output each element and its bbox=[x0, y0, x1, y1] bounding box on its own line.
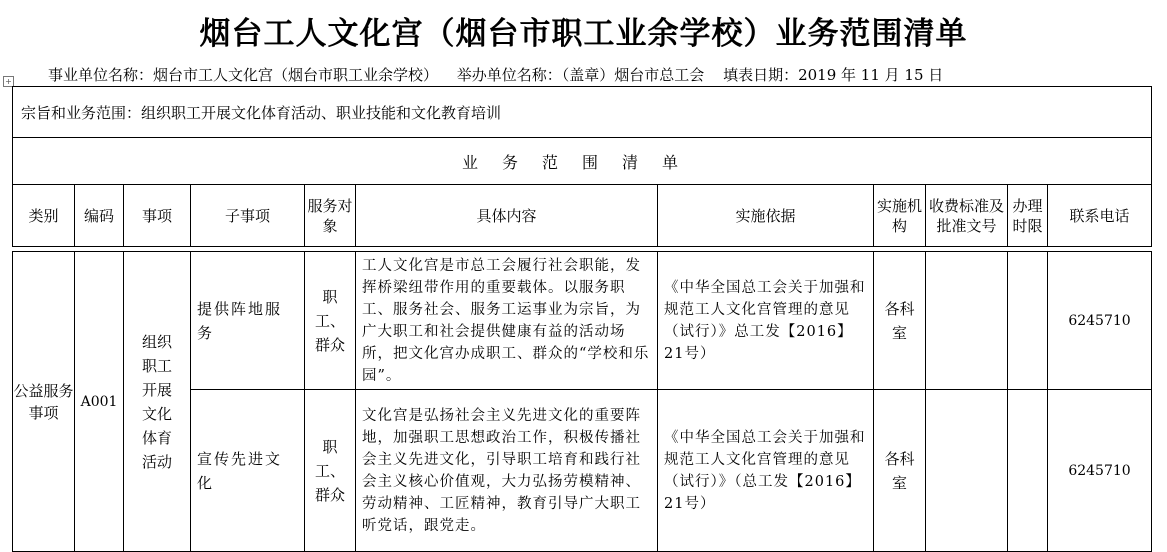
service-target-cell: 职工、群众 bbox=[305, 252, 356, 390]
header-item: 事项 bbox=[124, 185, 191, 247]
subitem-cell: 提供阵地服务 bbox=[191, 252, 305, 390]
header-content: 具体内容 bbox=[356, 185, 658, 247]
time-limit-cell bbox=[1008, 390, 1048, 552]
basis-cell: 《中华全国总工会关于加强和规范工人文化宫管理的意见（试行）》总工发【2016】21号） bbox=[658, 252, 874, 390]
agency-cell: 各科室 bbox=[874, 252, 926, 390]
section-title-row bbox=[13, 138, 1152, 185]
purpose-row bbox=[13, 87, 1152, 138]
sponsor-unit: 举办单位名称：（盖章）烟台市总工会 bbox=[456, 66, 705, 84]
phone-cell: 6245710 bbox=[1048, 252, 1152, 390]
item-cell: 组织职工开展文化体育活动 bbox=[124, 252, 191, 552]
page-title: 烟台工人文化宫（烟台市职工业余学校）业务范围清单 bbox=[199, 16, 968, 52]
agency-cell: 各科室 bbox=[874, 390, 926, 552]
subitem-cell: 宣传先进文化 bbox=[191, 390, 305, 552]
basis-cell: 《中华全国总工会关于加强和规范工人文化宫管理的意见（试行）》（总工发【2016】21号） bbox=[658, 390, 874, 552]
table-move-handle-icon[interactable]: + bbox=[3, 76, 14, 87]
fee-cell bbox=[926, 252, 1008, 390]
unit-name: 事业单位名称：烟台市工人文化宫（烟台市职工业余学校） bbox=[48, 66, 439, 84]
header-phone: 联系电话 bbox=[1048, 185, 1152, 247]
fee-cell bbox=[926, 390, 1008, 552]
document-meta bbox=[48, 64, 957, 85]
phone-cell: 6245710 bbox=[1048, 390, 1152, 552]
section-title: 业务范围清单 bbox=[13, 138, 1152, 185]
code-cell: A001 bbox=[75, 252, 124, 552]
header-service-target: 服务对象 bbox=[305, 185, 356, 247]
service-target-cell: 职工、群众 bbox=[305, 390, 356, 552]
header-subitem: 子事项 bbox=[191, 185, 305, 247]
header-code: 编码 bbox=[75, 185, 124, 247]
fill-date: 填表日期：2019 年 11 月 15 日 bbox=[723, 66, 944, 84]
time-limit-cell bbox=[1008, 252, 1048, 390]
header-row bbox=[13, 185, 1152, 247]
content-cell: 工人文化宫是市总工会履行社会职能，发挥桥梁纽带作用的重要载体。以服务职工、服务社会、服务工运事业为宗旨，为广大职工和社会提供健康有益的活动场所，把文化宫办成职工、群众的“学校和乐园”。 bbox=[356, 252, 658, 390]
header-time-limit: 办理时限 bbox=[1008, 185, 1048, 247]
purpose-text: 宗旨和业务范围：组织职工开展文化体育活动、职业技能和文化教育培训 bbox=[13, 87, 1152, 138]
table-row bbox=[13, 252, 1152, 390]
header-fee: 收费标准及批准文号 bbox=[926, 185, 1008, 247]
business-scope-table bbox=[12, 86, 1152, 552]
header-agency: 实施机构 bbox=[874, 185, 926, 247]
content-cell: 文化宫是弘扬社会主义先进文化的重要阵地，加强职工思想政治工作，积极传播社会主义先进文化，引导职工培育和践行社会主义核心价值观，大力弘扬劳模精神、劳动精神、工匠精神，教育引导广大职工听党话，跟党走。 bbox=[356, 390, 658, 552]
header-category: 类别 bbox=[13, 185, 75, 247]
header-basis: 实施依据 bbox=[658, 185, 874, 247]
category-cell: 公益服务事项 bbox=[13, 252, 75, 552]
